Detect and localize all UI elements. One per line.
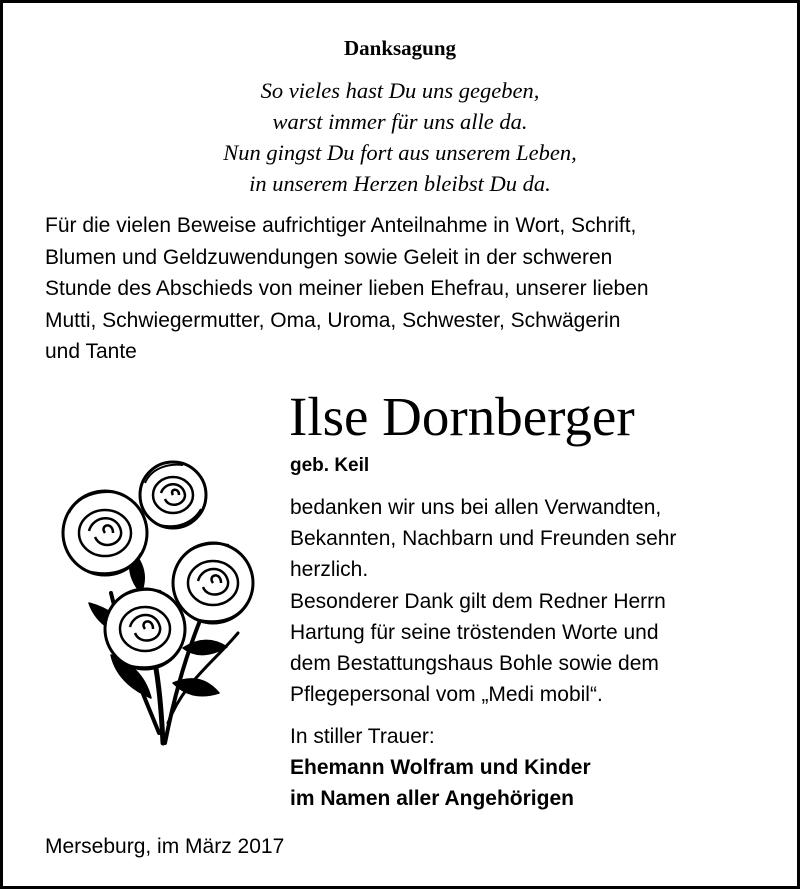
heading: Danksagung: [343, 36, 457, 60]
poem-line: So vieles hast Du uns gegeben,: [260, 78, 540, 103]
intro-line: Stunde des Abschieds von meiner lieben Ehefrau, unserer lieben: [45, 277, 649, 300]
intro-paragraph: [45, 210, 765, 368]
thanks-line: Hartung für seine tröstenden Worte und: [290, 620, 659, 644]
thanks-line: Bekannten, Nachbarn und Freunden sehr: [290, 527, 677, 551]
deceased-name: Ilse Dornberger: [289, 386, 635, 447]
thanks-line: herzlich.: [290, 558, 369, 582]
intro-line: Blumen und Geldzuwendungen sowie Geleit in der schweren: [45, 245, 613, 269]
roses-bouquet-icon: [33, 443, 273, 753]
thanks-line: dem Bestattungshaus Bohle sowie dem: [290, 652, 659, 676]
poem-line: in unserem Herzen bleibst Du da.: [249, 171, 551, 196]
maiden-name: geb. Keil: [290, 455, 370, 476]
intro-line: und Tante: [45, 340, 137, 363]
intro-line: Mutti, Schwiegermutter, Oma, Uroma, Schwester, Schwägerin: [45, 308, 621, 332]
thanks-line: Pflegepersonal vom „Medi mobil“.: [290, 683, 603, 707]
intro-line: Für die vielen Beweise aufrichtiger Anteilnahme in Wort, Schrift,: [45, 214, 637, 237]
poem-line: warst immer für uns alle da.: [272, 109, 528, 134]
poem-line: Nun gingst Du fort aus unserem Leben,: [223, 140, 577, 165]
mourners-line: Ehemann Wolfram und Kinder: [290, 756, 591, 779]
mourners-line: im Namen aller Angehörigen: [290, 787, 574, 810]
thanks-line: bedanken wir uns bei allen Verwandten,: [290, 496, 662, 519]
thanks-paragraph: [290, 492, 770, 710]
thanks-line: Besonderer Dank gilt dem Redner Herrn: [290, 589, 666, 613]
place-date: Merseburg, im März 2017: [45, 835, 285, 858]
mourning-signature: [290, 721, 591, 814]
mourning-label: In stiller Trauer:: [290, 725, 435, 748]
poem: [3, 75, 797, 199]
